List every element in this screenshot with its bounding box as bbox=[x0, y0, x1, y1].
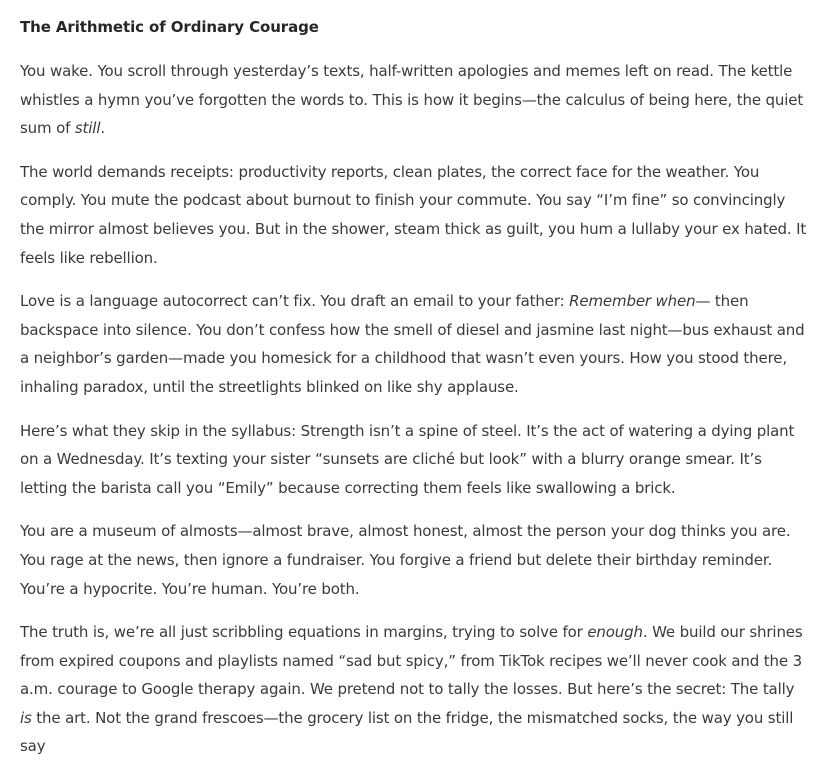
paragraph bbox=[20, 618, 810, 761]
paragraph bbox=[20, 158, 810, 272]
emphasis-text: is bbox=[20, 708, 32, 727]
paragraph-text: . We build our shrines from expired coupons and playlists named “sad but spicy,” from TikTok recipes we’ll never cook and the 3 a.m. courage to Google therapy again. We pretend not to tally the losses. But here’s the secret: The tally bbox=[20, 623, 803, 699]
emphasis-text: enough bbox=[587, 623, 643, 642]
paragraph-text: Here’s what they skip in the syllabus: Strength isn’t a spine of steel. It’s the act of watering a dying plant on a Wednesday. It’s texting your sister “sunsets are cliché but look” with a blurry orange smear. It’s letting the barista call you “Emily” because correcting them feels like swallowing a brick. bbox=[20, 421, 795, 497]
paragraph bbox=[20, 57, 810, 143]
paragraph bbox=[20, 417, 810, 503]
paragraph bbox=[20, 287, 810, 401]
paragraph-text: — then backspace into silence. You don’t confess how the smell of diesel and jasmine last night—bus exhaust and a neighbor’s garden—made you homesick for a childhood that wasn’t even yours. How you stood there, inhaling paradox, until the streetlights blinked on like shy applause. bbox=[20, 292, 805, 396]
emphasis-text: still bbox=[74, 119, 101, 138]
paragraph-text: the art. Not the grand frescoes—the grocery list on the fridge, the mismatched socks, the way you still say bbox=[20, 708, 794, 756]
paragraph-text: The truth is, we’re all just scribbling equations in margins, trying to solve for bbox=[20, 623, 588, 642]
paragraph-text: . bbox=[100, 119, 105, 138]
paragraph-text: Love is a language autocorrect can’t fix. You draft an email to your father: bbox=[20, 292, 570, 311]
paragraph-text: You are a museum of almosts—almost brave, almost honest, almost the person your dog thinks you are. You rage at the news, then ignore a fundraiser. You forgive a friend but delete their birthday reminder. You’re a hypocrite. You’re human. You’re both. bbox=[20, 522, 791, 598]
paragraph-text: The world demands receipts: productivity reports, clean plates, the correct face for the weather. You comply. You mute the podcast about burnout to finish your commute. You say “I’m fine” so convincingly the mirror almost believes you. But in the shower, steam thick as guilt, you hum a lullaby your ex hated. It feels like rebellion. bbox=[20, 162, 807, 267]
paragraph bbox=[20, 517, 810, 603]
emphasis-text: Remember when bbox=[569, 292, 696, 311]
paragraph-text: You wake. You scroll through yesterday’s texts, half-written apologies and memes left on read. The kettle whistles a hymn you’ve forgotten the words to. This is how it begins—the calculus of being here, the quiet sum of bbox=[20, 62, 804, 138]
document-body bbox=[20, 57, 810, 761]
document-title: The Arithmetic of Ordinary Courage bbox=[20, 18, 319, 36]
document bbox=[20, 15, 810, 776]
